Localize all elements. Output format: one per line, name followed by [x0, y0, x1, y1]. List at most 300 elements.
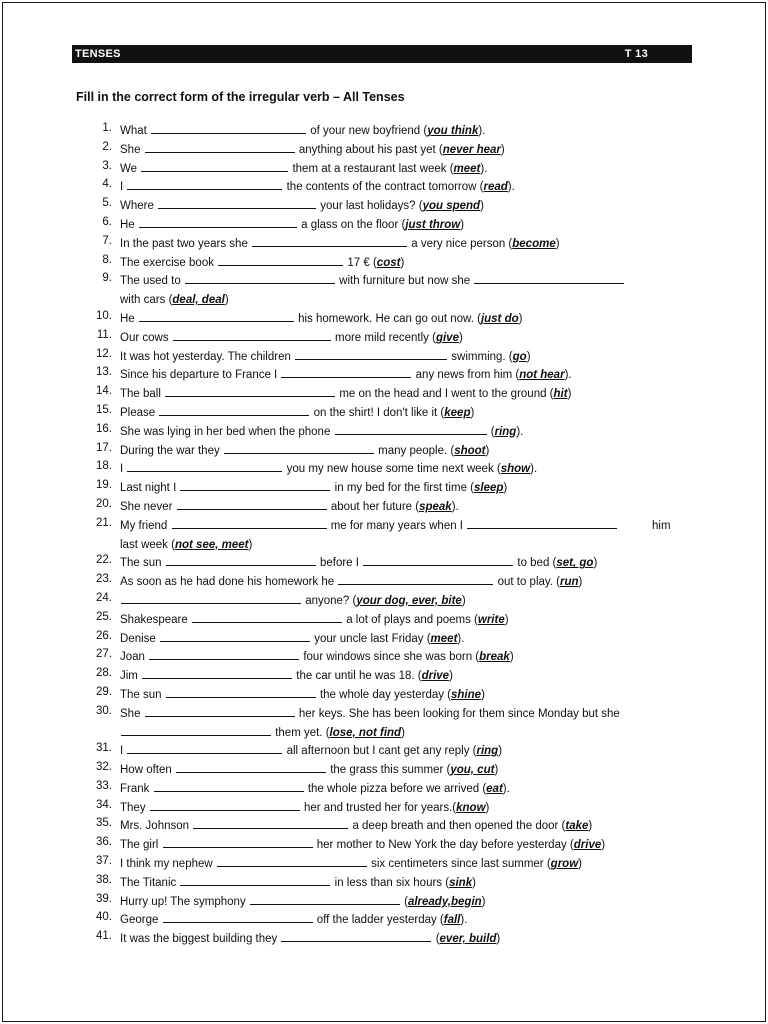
item-number: 20.	[96, 497, 112, 510]
verb-hint: run	[560, 576, 579, 589]
verb-hint: just do	[480, 312, 519, 325]
exercise-item	[90, 404, 680, 423]
exercise-line	[120, 160, 680, 179]
item-number: 33.	[96, 779, 112, 792]
sentence-start: Mrs. Johnson	[120, 820, 190, 833]
sentence-start: She	[120, 143, 141, 156]
answer-blank[interactable]	[193, 817, 348, 829]
exercise-line	[120, 141, 680, 160]
hint-close: )	[461, 594, 466, 607]
verb-hint: break	[479, 651, 510, 664]
item-number: 4.	[102, 178, 112, 191]
exercise-line	[120, 178, 680, 197]
sentence-middle: anyone? (	[305, 594, 357, 607]
exercise-line	[120, 874, 680, 893]
item-number: 30.	[96, 704, 112, 717]
sentence-middle: six centimeters since last summer (	[371, 858, 551, 871]
answer-blank[interactable]	[474, 272, 624, 284]
sentence-middle: a deep breath and then opened the door (	[352, 820, 566, 833]
verb-hint: show	[500, 463, 531, 476]
hint-close: )	[481, 895, 486, 908]
sentence-middle: her keys. She has been looking for them since Monday but she	[298, 707, 620, 720]
exercise-line	[120, 442, 680, 461]
sentence-middle: all afternoon but I cant get any reply (	[286, 745, 477, 758]
answer-blank[interactable]	[185, 272, 335, 284]
exercise-line	[120, 592, 680, 611]
verb-hint: your dog, ever, bite	[356, 594, 462, 607]
exercise-line	[120, 911, 680, 930]
answer-blank[interactable]	[121, 724, 271, 736]
exercise-item	[90, 423, 680, 442]
hint-close: )	[400, 256, 405, 269]
exercise-item	[90, 460, 680, 479]
sentence-start: He	[120, 218, 135, 231]
sentence-start: The sun	[120, 557, 162, 570]
hint-close: )	[509, 651, 514, 664]
verb-hint: sink	[449, 876, 473, 889]
exercise-item	[90, 817, 680, 836]
exercise-line	[120, 310, 680, 329]
hint-close: )	[485, 444, 490, 457]
hint-close: )	[601, 839, 606, 852]
item-number: 41.	[96, 930, 112, 943]
exercise-item	[90, 498, 680, 517]
answer-blank[interactable]	[160, 630, 310, 642]
item-number: 21.	[96, 516, 112, 529]
exercise-item	[90, 573, 680, 592]
sentence-start: My friend	[120, 519, 168, 532]
hint-close: )	[401, 726, 405, 739]
sentence-middle: (	[490, 425, 495, 438]
answer-blank[interactable]	[180, 479, 330, 491]
sentence-middle: (	[435, 933, 440, 946]
sentence-middle: her mother to New York the day before yesterday (	[316, 839, 574, 852]
answer-blank[interactable]	[145, 141, 295, 153]
verb-hint: fall	[443, 914, 461, 927]
answer-blank[interactable]	[173, 329, 331, 341]
exercise-item	[90, 911, 680, 930]
sentence-middle: anything about his past yet (	[298, 143, 443, 156]
sentence-middle: the grass this summer (	[330, 764, 451, 777]
item-number: 1.	[102, 122, 112, 134]
exercise-line	[120, 686, 680, 705]
answer-blank[interactable]	[154, 780, 304, 792]
exercise-item	[90, 216, 680, 235]
item-number: 13.	[96, 366, 112, 379]
verb-hint: never hear	[442, 143, 501, 156]
item-number: 8.	[102, 253, 112, 266]
hint-close: ).	[564, 369, 572, 382]
exercise-item	[90, 648, 680, 667]
sentence-end-text: to bed (	[517, 557, 557, 570]
sentence-middle: them at a restaurant last week (	[292, 162, 454, 175]
hint-close: )	[248, 538, 253, 551]
hint-close: ).	[478, 125, 486, 137]
verb-hint: take	[565, 820, 589, 833]
exercise-line	[120, 799, 680, 818]
exercise-item	[90, 780, 680, 799]
exercise-item	[90, 442, 680, 461]
answer-blank[interactable]	[166, 554, 316, 566]
hint-close: )	[500, 143, 505, 156]
answer-blank[interactable]	[121, 592, 301, 604]
verb-hint: drive	[421, 670, 450, 683]
hint-close: )	[518, 312, 523, 325]
answer-blank[interactable]	[338, 573, 493, 585]
sentence-start: It was the biggest building they	[120, 933, 278, 946]
verb-hint: deal, deal	[172, 294, 225, 307]
sentence-start: We	[120, 162, 138, 175]
item-number: 25.	[96, 610, 112, 623]
hint-close: )	[224, 294, 229, 307]
exercise-item	[90, 310, 680, 329]
answer-blank[interactable]	[192, 611, 342, 623]
hint-close: )	[481, 688, 485, 701]
exercise-item	[90, 611, 680, 630]
header-title: TENSES	[75, 48, 121, 60]
answer-blank[interactable]	[250, 893, 400, 905]
item-number: 40.	[96, 911, 112, 924]
sentence-start: Where	[120, 200, 154, 213]
sentence-start: The exercise book	[120, 256, 214, 269]
exercise-item	[90, 385, 680, 404]
sentence-start: She never	[120, 500, 173, 513]
sentence-middle: in my bed for the first time (	[334, 482, 474, 495]
exercise-line	[120, 366, 680, 385]
sentence-middle: you my new house some time next week (	[286, 463, 501, 476]
sentence-start: The girl	[120, 839, 159, 852]
continued-text: them yet. (	[275, 726, 330, 739]
sentence-start: Denise	[120, 632, 156, 645]
verb-hint: you, cut	[450, 764, 495, 777]
item-number: 16.	[96, 422, 112, 435]
hint-close: )	[567, 388, 572, 401]
sentence-middle: a very nice person (	[411, 237, 513, 250]
sentence-middle: the car until he was 18. (	[296, 670, 422, 683]
answer-blank[interactable]	[151, 122, 306, 134]
exercise-line	[120, 329, 680, 348]
exercise-line	[120, 423, 680, 442]
continued-text: last week (	[120, 538, 175, 551]
sentence-middle: swimming. (	[451, 350, 513, 363]
answer-blank[interactable]	[163, 836, 313, 848]
exercise-line	[120, 216, 680, 235]
answer-blank[interactable]	[139, 310, 294, 322]
sentence-middle: your uncle last Friday (	[314, 632, 431, 645]
sentence-middle: any news from him (	[415, 369, 520, 382]
exercise-item	[90, 366, 680, 385]
sentence-start: Jim	[120, 670, 138, 683]
hint-close: )	[503, 482, 508, 495]
item-number: 32.	[96, 761, 112, 774]
item-number: 26.	[96, 629, 112, 642]
hint-close: )	[449, 670, 453, 683]
sentence-start: The ball	[120, 388, 161, 401]
sentence-middle: four windows since she was born (	[303, 651, 480, 664]
exercise-item	[90, 479, 680, 498]
answer-blank[interactable]	[150, 799, 300, 811]
sentence-start: Please	[120, 406, 156, 419]
sentence-middle: before I	[319, 557, 359, 570]
exercise-item	[90, 272, 680, 310]
item-number: 15.	[96, 403, 112, 416]
sentence-start: She was lying in her bed when the phone	[120, 425, 331, 438]
sentence-start: Hurry up! The symphony	[120, 895, 246, 908]
item-number: 36.	[96, 836, 112, 849]
sentence-start: Last night I	[120, 482, 177, 495]
item-number: 28.	[96, 667, 112, 680]
exercise-item	[90, 122, 680, 141]
hint-close: ).	[460, 914, 468, 927]
sentence-middle: your last holidays? (	[320, 200, 423, 213]
answer-blank[interactable]	[224, 442, 374, 454]
answer-blank[interactable]	[141, 160, 288, 172]
sentence-middle: many people. (	[378, 444, 455, 457]
sentence-start: I	[120, 745, 124, 758]
answer-blank[interactable]	[363, 554, 513, 566]
item-number: 24.	[96, 591, 112, 604]
exercise-line	[120, 836, 680, 855]
sentence-start: I	[120, 463, 124, 476]
sentence-start: During the war they	[120, 444, 220, 457]
verb-hint: just throw	[405, 218, 461, 231]
answer-blank[interactable]	[467, 517, 617, 529]
hint-close: )	[494, 764, 499, 777]
verb-hint: cost	[376, 256, 401, 269]
answer-blank[interactable]	[176, 761, 326, 773]
verb-hint: eat	[486, 782, 503, 795]
sentence-middle: in less than six hours (	[334, 876, 450, 889]
answer-blank[interactable]	[127, 460, 282, 472]
sentence-start: Joan	[120, 651, 145, 664]
verb-hint: hit	[553, 388, 568, 401]
verb-hint: lose, not find	[329, 726, 402, 739]
hint-close: )	[496, 933, 501, 946]
hint-close: )	[578, 858, 582, 871]
exercise-item	[90, 893, 680, 912]
exercise-line	[120, 705, 680, 724]
exercise-item	[90, 160, 680, 179]
exercise-item	[90, 667, 680, 686]
hint-close: )	[526, 350, 531, 363]
sentence-start: How often	[120, 764, 172, 777]
exercise-item	[90, 592, 680, 611]
sentence-middle: the whole day yesterday (	[319, 688, 452, 701]
hint-close: )	[472, 876, 476, 889]
item-number: 29.	[96, 685, 112, 698]
answer-blank[interactable]	[335, 423, 487, 435]
exercise-line	[120, 254, 680, 273]
item-number: 10.	[96, 309, 112, 322]
answer-blank[interactable]	[127, 742, 282, 754]
item-number: 23.	[96, 573, 112, 586]
answer-blank[interactable]	[166, 686, 316, 698]
exercise-line	[120, 648, 680, 667]
verb-hint: know	[456, 801, 486, 814]
item-number: 3.	[102, 159, 112, 172]
hint-close: ).	[480, 162, 488, 175]
exercise-line	[120, 855, 680, 874]
verb-hint: drive	[573, 839, 602, 852]
hint-close: )	[485, 801, 490, 814]
verb-hint: ring	[494, 425, 517, 438]
item-number: 17.	[96, 441, 112, 454]
exercise-list	[90, 122, 680, 949]
sentence-start: He	[120, 312, 135, 325]
answer-blank[interactable]	[177, 498, 327, 510]
item-number: 35.	[96, 817, 112, 830]
sentence-start: In the past two years she	[120, 237, 248, 250]
item-number: 34.	[96, 798, 112, 811]
sentence-middle: more mild recently (	[334, 331, 436, 344]
exercise-item	[90, 836, 680, 855]
item-number: 31.	[96, 742, 112, 755]
answer-blank[interactable]	[218, 254, 343, 266]
exercise-line	[120, 404, 680, 423]
item-number: 5.	[102, 197, 112, 210]
sentence-start: Our cows	[120, 331, 169, 344]
exercise-line	[120, 460, 680, 479]
hint-close: ).	[451, 500, 459, 513]
hint-close: )	[555, 237, 560, 250]
exercise-item	[90, 742, 680, 761]
sentence-middle: his homework. He can go out now. (	[298, 312, 481, 325]
answer-blank[interactable]	[295, 348, 447, 360]
answer-blank[interactable]	[127, 178, 282, 190]
exercise-item	[90, 554, 680, 573]
exercise-line	[120, 348, 680, 367]
exercise-line	[120, 667, 680, 686]
exercise-item	[90, 178, 680, 197]
exercise-item	[90, 348, 680, 367]
exercise-line	[120, 930, 680, 949]
hint-close: )	[593, 557, 598, 570]
exercise-line	[120, 742, 680, 761]
exercise-line-continued	[120, 536, 680, 555]
verb-hint: ring	[476, 745, 499, 758]
exercise-line	[120, 780, 680, 799]
sentence-start: George	[120, 914, 159, 927]
verb-hint: you think	[427, 125, 479, 137]
sentence-middle: on the shirt! I don't like it (	[313, 406, 445, 419]
sentence-middle: the whole pizza before we arrived (	[307, 782, 487, 795]
item-number: 37.	[96, 855, 112, 868]
exercise-item	[90, 197, 680, 216]
exercise-line	[120, 479, 680, 498]
answer-blank[interactable]	[159, 404, 309, 416]
verb-hint: speak	[419, 500, 452, 513]
item-number: 14.	[96, 385, 112, 398]
sentence-start: Since his departure to France I	[120, 369, 278, 382]
answer-blank[interactable]	[149, 648, 299, 660]
answer-blank[interactable]	[139, 216, 297, 228]
item-number: 6.	[102, 215, 112, 228]
hint-close: ).	[507, 181, 515, 194]
exercise-item	[90, 874, 680, 893]
hint-close: )	[458, 331, 463, 344]
sentence-start: I	[120, 181, 124, 194]
exercise-line	[120, 893, 680, 912]
hint-close: )	[504, 613, 509, 626]
answer-blank[interactable]	[281, 930, 431, 942]
exercise-line	[120, 197, 680, 216]
sentence-start: The used to	[120, 275, 181, 288]
verb-hint: become	[512, 237, 556, 250]
item-number: 9.	[102, 272, 112, 285]
answer-blank[interactable]	[217, 855, 367, 867]
verb-hint: grow	[550, 858, 579, 871]
exercise-item	[90, 329, 680, 348]
exercise-item	[90, 254, 680, 273]
verb-hint: you spend	[422, 200, 481, 213]
item-number: 7.	[102, 234, 112, 247]
hint-close: )	[470, 406, 475, 419]
hint-close: )	[498, 745, 503, 758]
exercise-line	[120, 498, 680, 517]
answer-blank[interactable]	[163, 911, 313, 923]
answer-blank[interactable]	[172, 517, 327, 529]
sentence-middle: off the ladder yesterday (	[316, 914, 444, 927]
answer-blank[interactable]	[145, 705, 295, 717]
sentence-middle: the contents of the contract tomorrow (	[286, 181, 484, 194]
verb-hint: sleep	[474, 482, 504, 495]
exercise-line	[120, 385, 680, 404]
item-number: 39.	[96, 892, 112, 905]
exercise-item	[90, 686, 680, 705]
exercise-line	[120, 517, 680, 536]
item-number: 2.	[102, 140, 112, 153]
header-code: T 13	[624, 48, 648, 60]
verb-hint: read	[483, 181, 508, 194]
verb-hint: set, go	[556, 557, 594, 570]
answer-blank[interactable]	[252, 235, 407, 247]
exercise-item	[90, 761, 680, 780]
sentence-middle: her and trusted her for years.(	[303, 801, 457, 814]
answer-blank[interactable]	[142, 667, 292, 679]
answer-blank[interactable]	[281, 366, 411, 378]
exercise-item	[90, 630, 680, 649]
verb-hint: write	[477, 613, 505, 626]
verb-hint: not see, meet	[174, 538, 249, 551]
exercise-item	[90, 235, 680, 254]
sentence-middle: a glass on the floor (	[301, 218, 406, 231]
hint-close: )	[460, 218, 465, 231]
sentence-middle: a lot of plays and poems (	[346, 613, 478, 626]
answer-blank[interactable]	[165, 385, 335, 397]
answer-blank[interactable]	[180, 874, 330, 886]
header-bar	[72, 45, 692, 63]
verb-hint: already,begin	[407, 895, 482, 908]
exercise-item	[90, 855, 680, 874]
exercise-line-continued	[120, 724, 680, 743]
hint-close: ).	[502, 782, 510, 795]
verb-hint: not hear	[519, 369, 565, 382]
item-number: 27.	[96, 648, 112, 661]
exercise-line	[120, 235, 680, 254]
item-number: 19.	[96, 479, 112, 492]
sentence-start: The sun	[120, 688, 162, 701]
sentence-middle: me on the head and I went to the ground (	[339, 388, 554, 401]
exercise-line	[120, 630, 680, 649]
answer-blank[interactable]	[158, 197, 316, 209]
hint-close: )	[578, 576, 583, 589]
sentence-start: They	[120, 801, 146, 814]
sentence-start: What	[120, 125, 147, 137]
item-number: 11.	[96, 328, 112, 341]
exercise-line	[120, 573, 680, 592]
verb-hint: keep	[444, 406, 471, 419]
sentence-start: It was hot yesterday. The children	[120, 350, 291, 363]
